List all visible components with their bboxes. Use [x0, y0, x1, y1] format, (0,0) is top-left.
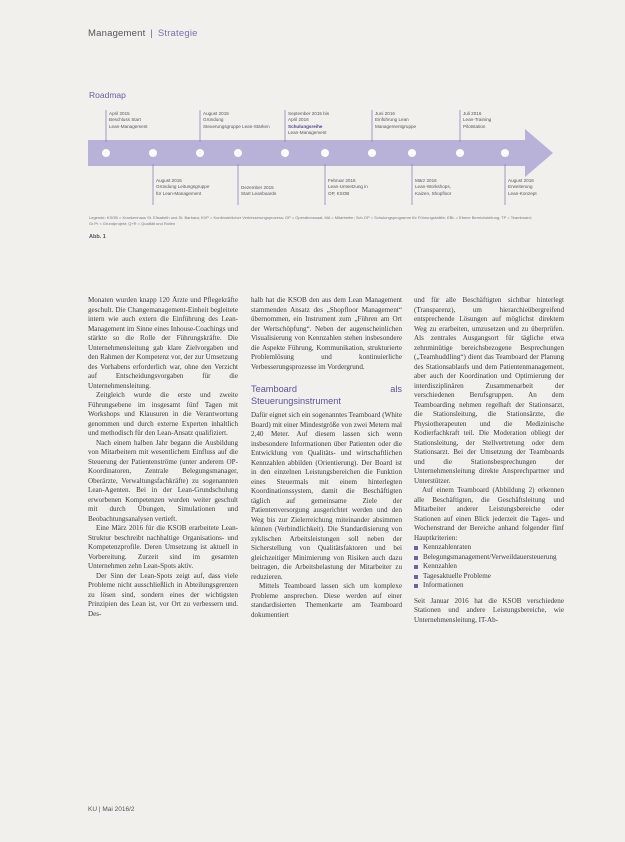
milestone-line: Managementgruppe	[375, 123, 417, 129]
milestone-line: Kaizen, Shopfloor	[415, 190, 452, 196]
criteria-list	[414, 543, 564, 591]
milestone-line: Start Leanboards	[241, 191, 277, 197]
milestone-date: Juni 2016	[375, 111, 395, 116]
milestone-bottom	[415, 178, 451, 197]
paragraph: Monaten wurden knapp 120 Ärzte und Pflegekräfte geschult. Die Changemanagement-Einheit begleitete intern wie auch extern die Einführung des Lean-Management im Sinne eines Inhouse-Coachings und stärkte so die Rolle der Führungskräfte. Die Unternehmensleitung gab klare Zielvorgaben und den Rahmen der Kompetenz vor, der zur Umsetzung des Vorhabens erforderlich war, ohne den Verzicht auf Entscheidungsvorgaben für die Unternehmensleitung.	[88, 296, 238, 390]
milestone-date: August 2015	[156, 178, 182, 183]
section-heading: Teamboard als Steuerungsinstrument	[251, 384, 402, 406]
milestone-date: Juli 2016	[463, 111, 482, 116]
header-section: Management	[88, 28, 146, 39]
paragraph: Seit Januar 2016 hat die KSOB verschiedene Stationen und andere Leistungsbereiche, wie Unternehmensleitung, IT-Ab-	[414, 596, 564, 624]
paragraph: Eine März 2016 für die KSOB erarbeitete Lean-Struktur beschreibt nachhaltige Organisations- und Kompetenzprofile. Deren Umsetzung ist aktuell in Vorbereitung. Zurzeit sind im gesamten Unternehmen zehn Lean-Spots aktiv.	[88, 524, 238, 570]
milestone-date: August 2016	[508, 178, 534, 183]
list-item: Kennzahlen	[414, 562, 564, 572]
milestone-bottom	[156, 178, 209, 197]
milestone-line: für Lean-Management	[156, 190, 202, 196]
list-item: Kennzahlenraten	[414, 543, 564, 553]
milestone-line: OP, KSOB	[328, 190, 350, 196]
paragraph: halb hat die KSOB den aus dem Lean Management stammenden Ansatz des „Shopfloor Management“ übernommen, ein Instrument zum „Führen am Ort der Wertschöpfung“. Neben der augenscheinlichen Visualisierung von Kennzahlen stehen insbesondere die Aspekte Führung, Kommunikation, strukturierte Problemlösung und kontinuierliche Verbesserungsprozesse im Vordergrund.	[251, 296, 402, 371]
milestone-date: August 2015	[203, 111, 229, 116]
milestone-line: Beschluss Start	[109, 117, 141, 123]
milestone-line: Lean-Training	[463, 117, 492, 123]
paragraph: Mittels Teamboard lassen sich um komplexe Probleme ansprechen. Diese werden auf einer standardisierten Themenkarte am Teamboard dokumentiert	[251, 582, 402, 619]
milestone-line: Gründung	[203, 117, 224, 123]
figure-label: Abb. 1	[89, 234, 106, 240]
milestone-line: Erweiterung	[508, 184, 533, 190]
paragraph: Der Sinn der Lean-Spots zeigt auf, dass viele Probleme nicht ausschließlich in Abteilungsgrenzen zu lösen sind, sondern eines der wichtigsten Prinzipien des Lean ist, vor Ort zu verbessern und. Des-	[88, 571, 238, 618]
milestone-line: Lean-Umsetzung in	[328, 184, 368, 190]
milestone-top	[463, 111, 491, 130]
paragraph: und für alle Beschäftigten sichtbar hinterlegt (Transparenz), um hierarchieübergreifend entsprechende Lösungen auf möglichst direktem Weg zu erarbeiten, umzusetzen und zu überprüfen. Als zentrales Ausgangsort für tägliche etwa zehnminütige bereichsbezogene Besprechungen („Teamhuddling“) dient das Teamboard der Planung des Stationsablaufs und dem Patientenmanagement, aber auch der Koordination und Optimierung der interdisziplinären Zusammenarbeit der verschiedenen Berufsgruppen. An dem Teamboarding nehmen regelhaft der Stationsarzt, die Stationsleitung, die Stationsärzte, die Physiotherapeuten und die Medizinische Kodierfachkraft teil. Die Moderation obliegt der Stationsleitung, der Stellvertretung oder dem Stationsarzt. Bei der Umsetzung der Teamboards und die Stationsbesprechungen der Unternehmensleitung direkte Ansprechpartner und Unterstützer.	[414, 296, 564, 485]
paragraph: Dafür eignet sich ein sogenanntes Teamboard (White Board) mit einer Mindestgröße von zwei Metern mal 2,40 Meter. Auf diesem lassen sich wenn insbesondere Informationen über Patienten oder die Entwicklung von Qualitäts- und wirtschaftlichen Kennzahlen abbilden (Orientierung). Der Board ist in den einzelnen Leistungsbereichen die Funktion eines Steuermals mit einem hinterlegten Koordinationssystem, damit die Beschäftigten täglich auf gemeinsame Ziele der Patientenversorgung ausgerichtet werden und den Weg bis zur Zielerreichung miteinander absimmen können (Verbindlichkeit). Die Standardisierung von zyklischen Arbeitsleistungen soll neben der Sicherstellung von Qualitätsfaktoren und bei gleichzeitiger Minimierung von Risiken auch dazu beitragen, die Arbeitsbelastung der Mitarbeiter zu reduzieren.	[251, 411, 402, 581]
page-folio: KU | Mai 2016/2	[88, 806, 135, 813]
milestone-bottom	[241, 185, 276, 198]
milestone-date: März 2016	[415, 178, 437, 183]
milestone-line: Lean-Workshops,	[415, 184, 451, 190]
paragraph: Zeitgleich wurde die erste und zweite Führungsebene im insgesamt fünf Tagen mit Workshops und Klausuren in die Verantwortung genommen und durch externe Experten inhaltlich und methodisch für den Lean-Ansatz qualifiziert.	[88, 391, 238, 437]
milestone-line: Schulungsreihe	[288, 123, 323, 129]
paragraph: Auf einem Teamboard (Abbildung 2) erkennen alle Beschäftigten, die Geschäftsleitung und Mitarbeiter anderer Leistungsbereiche oder Stationen auf einen Blick jederzeit die Tages- und Wochenstrand der Bereiche anhand folgender fünf Hauptkriterien:	[414, 486, 564, 542]
text-column-1	[88, 296, 238, 619]
milestone-top	[375, 111, 416, 130]
milestone-date: April 2015	[109, 111, 130, 116]
milestone-top	[109, 111, 148, 130]
text-column-3	[414, 296, 564, 625]
milestone-top	[203, 111, 270, 130]
milestone-date: Dezember 2015	[241, 185, 274, 190]
milestone-bottom	[508, 178, 537, 197]
milestone-line: Gründung Leitungsgruppe	[156, 184, 210, 190]
figure-title: Roadmap	[89, 90, 126, 100]
milestone-line: April 2016	[288, 117, 309, 123]
list-item: Informationen	[414, 581, 564, 591]
milestone-top	[288, 111, 329, 137]
text-column-2	[251, 296, 402, 620]
milestone-line: Pilotstation	[463, 123, 486, 129]
header-topic: Strategie	[157, 28, 198, 39]
list-item: Tagesaktuelle Probleme	[414, 572, 564, 582]
milestone-line: Lean-Management	[288, 130, 327, 136]
milestone-bottom	[328, 178, 368, 197]
milestone-line: Steuerungsgruppe Lean-Stärken	[203, 123, 270, 129]
paragraph: Nach einem halben Jahr begann die Ausbildung von Mitarbeitern mit wesentlichem Einfluss auf die Steuerung der Patientenströme (unter anderem OP-Koordinatoren, Zentrale Belegungsmanager, Oberärzte, Verwaltungsfachkräfte) zu sogenannten Lean-Agenten. Bei in der Lean-Grundschulung erworbenen Kompetenzen wurden weiter geschult mit durch Übungen, Simulationen und Beobachtungsanalysen vertieft.	[88, 438, 238, 523]
figure-caption: Legende: KSOB = Krankenhaus St. Elisabeth und St. Barbara; KVP = Kontinuierlicher Verbesserungsprozess; OP = Operationssaal; MA = Mitarbeiter; Sch.OP = Schulungsprogramm für Führungskräfte; EBL = Ebene Bereichsleitung; TP = Teamboard; Gr.Pr = Grundprojekt; Q+R = Qualität und Rollen	[89, 215, 532, 227]
milestone-line: Lean-Management	[109, 123, 148, 129]
list-item: Belegungsmanagement/Verweildauersteuerung	[414, 553, 564, 563]
header-separator: |	[150, 28, 153, 39]
milestone-date: September 2015 bis	[288, 111, 330, 116]
milestone-date: Februar 2016	[328, 178, 356, 183]
milestone-line: Einführung Lean	[375, 117, 409, 123]
milestone-line: Lean-Konzept	[508, 190, 537, 196]
